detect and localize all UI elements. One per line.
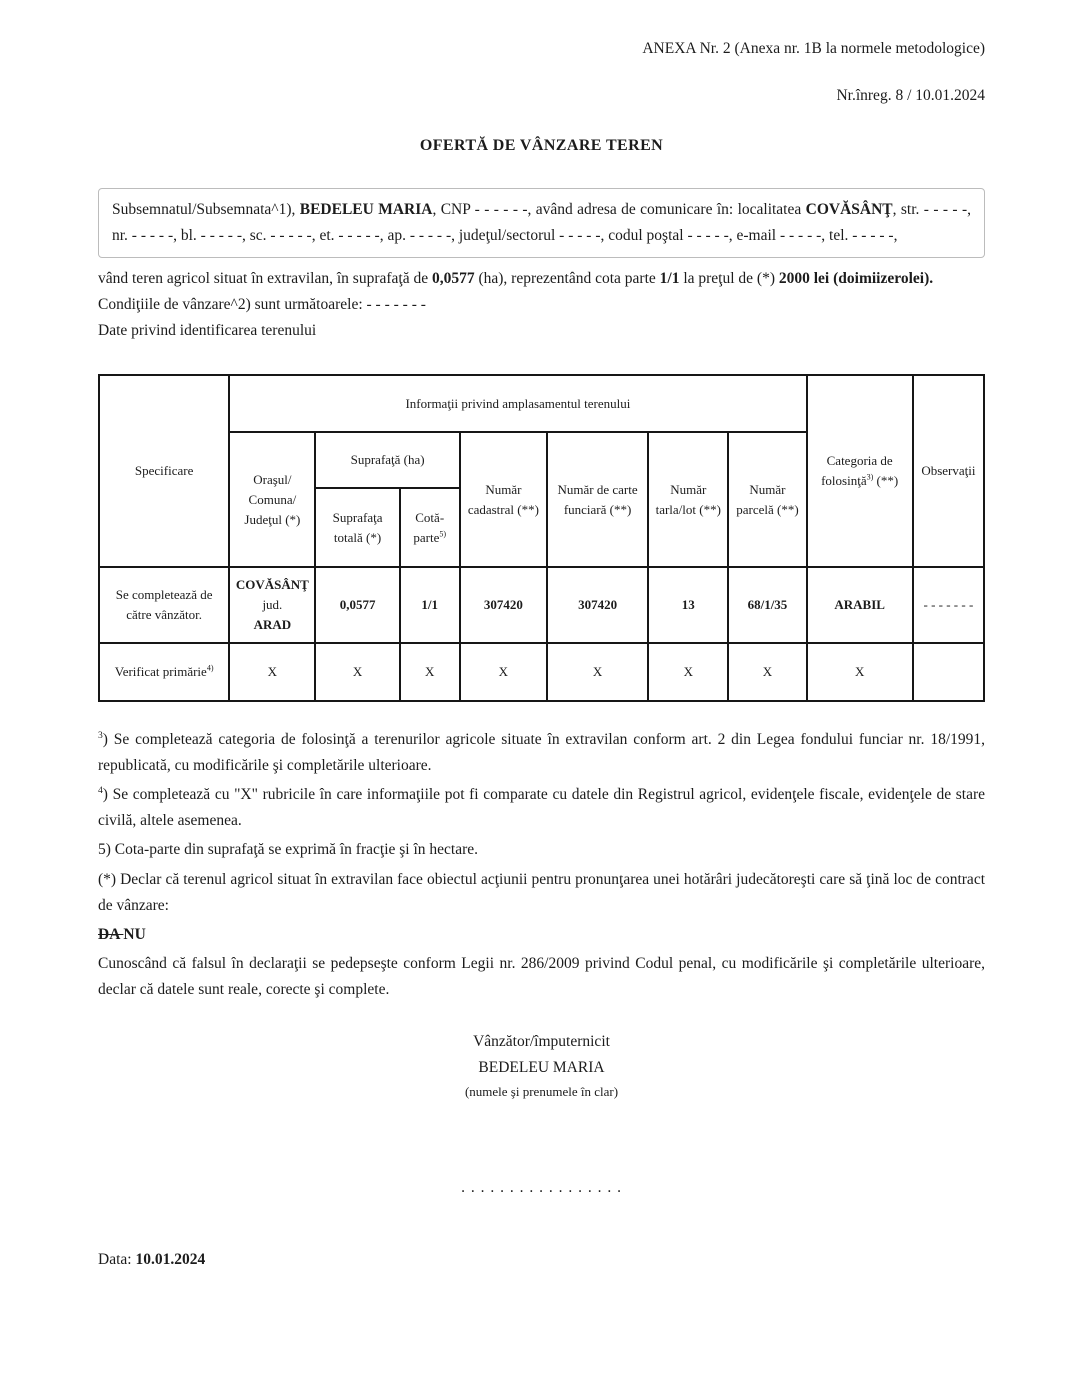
land-data-heading: Date privind identificarea terenului <box>98 322 317 340</box>
cell-categoria: ARABIL <box>807 567 913 643</box>
signature-dots: . . . . . . . . . . . . . . . . . <box>461 1178 622 1196</box>
col-header-info-group: Informaţii privind amplasamentul terenului <box>229 375 806 432</box>
cell-check-cadastral: X <box>460 643 547 701</box>
row-label-verificat: Verificat primărie$^{4)}$ <box>99 643 229 701</box>
anexa-note: ANEXA Nr. 2 (Anexa nr. 1B la normele metodologice) <box>642 40 985 57</box>
col-header-orasul: Oraşul/ Comuna/ Judeţul (*) <box>229 432 315 567</box>
cell-check-orasul: X <box>229 643 315 701</box>
cell-cadastral: 307420 <box>460 567 547 643</box>
signature-role: Vânzător/împuternicit <box>473 1032 610 1050</box>
registration-number: Nr.înreg. 8 / 10.01.2024 <box>836 86 985 104</box>
cell-cota-parte: 1/1 <box>400 567 460 643</box>
footnote-5: 5) Cota-parte din suprafaţă se exprimă în fracţie şi în hectare. <box>98 841 479 859</box>
row-label-vanzator: Se completează de către vânzător. <box>99 567 229 643</box>
declarant-box: Subsemnatul/Subsemnata^1), BEDELEU MARIA, CNP - - - - - -, având adresa de comunicare în: localitatea COVĂSÂNŢ, str. - - - - -, nr. - - - - -, bl. - - - - -, sc. - - - - -, et. - - - - -, ap. - - - - -, judeţul/sectorul - - - - -, codul poştal - - - - -, e-mail - - - - -, tel. - - - - -, <box>98 188 985 258</box>
cell-tarla-lot: 13 <box>648 567 728 643</box>
cell-check-carte: X <box>547 643 648 701</box>
cell-suprafata-totala: 0,0577 <box>315 567 399 643</box>
col-header-carte-funciara: Număr de carte funciară (**) <box>547 432 648 567</box>
conditions-line: Condiţiile de vânzare^2) sunt următoarele: - - - - - - - <box>98 296 426 314</box>
land-table <box>98 374 985 702</box>
footnotes-section <box>98 727 985 1002</box>
document-header <box>98 40 985 105</box>
cell-check-observatii <box>913 643 984 701</box>
col-header-parcela: Număr parcelă (**) <box>728 432 806 567</box>
col-header-categoria: Categoria de folosinţă$^{3)}$ (**) <box>807 375 913 567</box>
penal-declaration: Cunoscând că falsul în declaraţii se pedepseşte conform Legii nr. 286/2009 privind Codul penal, cu modificările şi completările ulterioare, declar că datele sunt reale, corecte şi complete. <box>98 954 985 998</box>
col-header-specificare: Specificare <box>99 375 229 567</box>
signature-block <box>98 1029 985 1201</box>
cell-observatii: - - - - - - - <box>913 567 984 643</box>
col-header-cadastral: Număr cadastral (**) <box>460 432 547 567</box>
footnote-3: $^3$) Se completează categoria de folosinţă a terenurilor agricole situate în extravilan conform art. 2 din Legea fondului funciar nr. 18/1991, republicată, cu modificările şi completările ulterioare. <box>98 730 985 775</box>
table-row-vanzator <box>99 567 984 643</box>
cell-check-parcela: X <box>728 643 806 701</box>
cell-check-categoria: X <box>807 643 913 701</box>
sale-section <box>98 266 985 344</box>
col-header-tarla-lot: Număr tarla/lot (**) <box>648 432 728 567</box>
cell-check-suprafata: X <box>315 643 399 701</box>
table-row-verificat <box>99 643 984 701</box>
col-header-cota-parte: Cotă-parte$^{5)}$ <box>400 488 460 567</box>
signature-name: BEDELEU MARIA <box>478 1058 605 1076</box>
date-line: Data: 10.01.2024 <box>98 1250 206 1268</box>
sale-paragraph: vând teren agricol situat în extravilan, în suprafaţă de 0,0577 (ha), reprezentând cota parte 1/1 la preţul de (*) 2000 lei (doimiizerolei). <box>98 270 934 288</box>
col-header-suprafata-group: Suprafaţă (ha) <box>315 432 459 488</box>
document-title: OFERTĂ DE VÂNZARE TEREN <box>419 137 664 155</box>
da-nu-line: DA NU <box>98 925 146 943</box>
cell-carte-funciara: 307420 <box>547 567 648 643</box>
footnote-4: $^4$) Se completează cu "X" rubricile în care informaţiile pot fi comparate cu datele din Registrul agricol, evidenţele fiscale, evidenţele de stare civilă, altele asemenea. <box>98 785 985 830</box>
cell-parcela: 68/1/35 <box>728 567 806 643</box>
col-header-suprafata-totala: Suprafaţa totală (*) <box>315 488 399 567</box>
court-declaration: (*) Declar că terenul agricol situat în extravilan face obiectul acţiunii pentru pronunţarea unei hotărâri judecătoreşti care să ţină loc de contract de vânzare: <box>98 870 985 914</box>
col-header-observatii: Observaţii <box>913 375 984 567</box>
cell-check-cota: X <box>400 643 460 701</box>
cell-orasul: COVĂSÂNŢ jud. ARAD <box>229 567 315 643</box>
signature-note: (numele şi prenumele în clar) <box>464 1083 619 1099</box>
cell-check-tarla: X <box>648 643 728 701</box>
